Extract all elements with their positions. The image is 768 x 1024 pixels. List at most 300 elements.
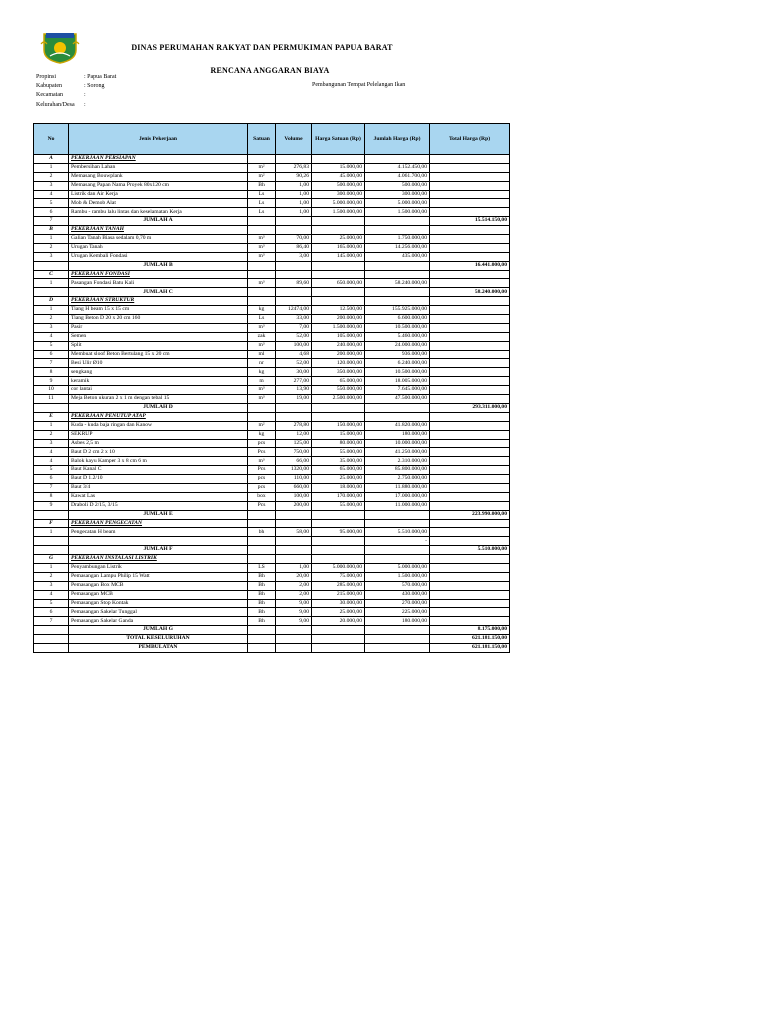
subtotal-value: 58.240.000,00 [430, 288, 510, 297]
item-name: keramik [69, 377, 248, 386]
col-jumlah-harga: Jumlah Harga (Rp) [365, 124, 430, 155]
table-row [34, 341, 510, 350]
item-unit-price: 95.000,00 [312, 528, 365, 537]
item-no: 8 [34, 492, 69, 501]
item-no: 2 [34, 572, 69, 581]
item-name: Pasangan Fondasi Batu Kali [69, 279, 248, 288]
subtotal-row [34, 288, 510, 297]
item-no: 6 [34, 208, 69, 217]
item-amount: 5.460.000,00 [365, 332, 430, 341]
item-amount: 7.645.000,00 [365, 386, 430, 395]
subtotal-row [34, 510, 510, 519]
item-name: Memasang Papan Nama Proyek 80x120 cm [69, 181, 248, 190]
empty-cell [430, 359, 510, 368]
empty-cell [430, 457, 510, 466]
item-unit: ml [248, 350, 276, 359]
item-unit: m³ [248, 235, 276, 244]
empty-cell [248, 217, 276, 226]
item-no: 11 [34, 395, 69, 404]
item-name: Galian Tanah Biasa sedalam 0,70 m [69, 235, 248, 244]
info-row [36, 101, 116, 110]
item-unit-price: 75.000,00 [312, 572, 365, 581]
table-row [34, 252, 510, 261]
item-amount: 180.000,00 [365, 617, 430, 626]
item-unit: m³ [248, 386, 276, 395]
table-row [34, 430, 510, 439]
item-no: 7 [34, 617, 69, 626]
empty-cell [276, 412, 312, 421]
empty-cell [312, 270, 365, 279]
table-row [34, 599, 510, 608]
subtotal-row [34, 217, 510, 226]
table-row [34, 528, 510, 537]
item-amount: 6.600.000,00 [365, 315, 430, 324]
item-name: Kuda - kuda baja ringan dan Kanow [69, 421, 248, 430]
info-value: : Papua Barat [84, 74, 117, 80]
empty-cell [430, 492, 510, 501]
empty-cell [430, 199, 510, 208]
item-name: Urugan Tanah [69, 243, 248, 252]
item-no: 3 [34, 439, 69, 448]
section-name: PEKERJAAN PENGECATAN [69, 519, 248, 528]
item-name: Penyambungan Listrik [69, 563, 248, 572]
item-amount: 24.000.000,00 [365, 341, 430, 350]
item-name: Balok kayu Kamper 3 x 8 cm 6 m [69, 457, 248, 466]
item-unit-price: 1.500.000,00 [312, 323, 365, 332]
item-unit: m [248, 377, 276, 386]
subtotal-label: JUMLAH F [69, 546, 248, 555]
empty-cell [430, 341, 510, 350]
item-name: Semen [69, 332, 248, 341]
empty-cell [312, 626, 365, 635]
item-no: 5 [34, 599, 69, 608]
item-amount: 430.000,00 [365, 590, 430, 599]
info-row [36, 73, 116, 82]
item-volume: 12,00 [276, 430, 312, 439]
empty-cell [312, 635, 365, 644]
item-amount: 5.000.000,00 [365, 199, 430, 208]
item-volume: 89,60 [276, 279, 312, 288]
empty-cell [276, 643, 312, 652]
empty-cell [430, 315, 510, 324]
section-code: D [34, 297, 69, 306]
item-amount: 5.000.000,00 [365, 563, 430, 572]
empty-cell [276, 403, 312, 412]
empty-cell [430, 386, 510, 395]
item-amount: 1.500.000,00 [365, 572, 430, 581]
item-no: 1 [34, 563, 69, 572]
item-name: Pemasangan Box MCB [69, 581, 248, 590]
item-no: 5 [34, 199, 69, 208]
table-row [34, 590, 510, 599]
section-code: B [34, 226, 69, 235]
item-unit: Ls [248, 199, 276, 208]
item-unit: pcs [248, 475, 276, 484]
item-volume: 750,00 [276, 448, 312, 457]
agency-title: DINAS PERUMAHAN RAKYAT DAN PERMUKIMAN PAPUA BARAT [131, 43, 393, 52]
section-row [34, 155, 510, 164]
item-unit: m² [248, 172, 276, 181]
item-amount: 180.000,00 [365, 430, 430, 439]
empty-cell [430, 537, 510, 546]
item-unit-price: 20.000,00 [312, 617, 365, 626]
item-name: Rambu - rambu lalu lintas dan keselamatan Kerja [69, 208, 248, 217]
empty-cell [276, 635, 312, 644]
item-unit: Pcs [248, 448, 276, 457]
item-unit: kg [248, 306, 276, 315]
item-volume: 58,00 [276, 528, 312, 537]
empty-cell [430, 590, 510, 599]
item-name: Besi Ulir Ø10 [69, 359, 248, 368]
empty-cell [248, 510, 276, 519]
empty-cell [430, 599, 510, 608]
section-name: PEKERJAAN INSTALASI LISTRIK [69, 555, 248, 564]
empty-cell [430, 235, 510, 244]
item-amount: 18.005.000,00 [365, 377, 430, 386]
empty-cell [276, 519, 312, 528]
item-volume: 66,00 [276, 457, 312, 466]
item-name: Asbes 2,5 m [69, 439, 248, 448]
item-unit: zak [248, 332, 276, 341]
item-volume: 1320,00 [276, 466, 312, 475]
item-unit: Ls [248, 315, 276, 324]
col-satuan: Satuan [248, 124, 276, 155]
item-unit-price: 5.000.000,00 [312, 199, 365, 208]
item-amount: 11.000.000,00 [365, 501, 430, 510]
item-amount: 435.000,00 [365, 252, 430, 261]
item-no: 7 [34, 483, 69, 492]
item-volume: 1,00 [276, 199, 312, 208]
item-volume: 4,68 [276, 350, 312, 359]
item-unit-price: 120.000,00 [312, 359, 365, 368]
table-row [34, 315, 510, 324]
empty-cell [430, 163, 510, 172]
item-unit: nr [248, 359, 276, 368]
item-no: 2 [34, 315, 69, 324]
subtotal-no: 7 [34, 217, 69, 226]
empty-cell [430, 226, 510, 235]
item-no: 4 [34, 590, 69, 599]
item-unit-price: 18.000,00 [312, 483, 365, 492]
subtotal-row [34, 546, 510, 555]
papua-barat-logo [38, 30, 82, 64]
item-unit: pcs [248, 483, 276, 492]
item-name: Pasir [69, 323, 248, 332]
item-volume: 9,00 [276, 617, 312, 626]
item-no: 4 [34, 448, 69, 457]
section-code: G [34, 555, 69, 564]
empty-cell [430, 430, 510, 439]
item-unit-price: 45.000,00 [312, 172, 365, 181]
empty-cell [276, 261, 312, 270]
item-name: Membuat sloof Beton Bertulang 15 x 20 cm [69, 350, 248, 359]
table-row [34, 172, 510, 181]
subtotal-value: 8.175.000,00 [430, 626, 510, 635]
item-volume: 52,00 [276, 332, 312, 341]
item-no: 4 [34, 457, 69, 466]
item-volume: 100,00 [276, 341, 312, 350]
item-unit: m² [248, 421, 276, 430]
empty-cell [365, 217, 430, 226]
item-volume: 86,40 [276, 243, 312, 252]
item-unit [248, 537, 276, 546]
item-unit-price: 200.000,00 [312, 350, 365, 359]
item-volume [276, 537, 312, 546]
subtotal-label: JUMLAH G [69, 626, 248, 635]
item-name: Pemasangan Lampu Philip 15 Watt [69, 572, 248, 581]
item-volume: 278,80 [276, 421, 312, 430]
empty-cell [34, 643, 69, 652]
table-row [34, 483, 510, 492]
item-unit-price: 200.000,00 [312, 315, 365, 324]
empty-cell [430, 306, 510, 315]
item-unit: Bh [248, 590, 276, 599]
empty-cell [430, 519, 510, 528]
item-unit: Bh [248, 608, 276, 617]
item-unit: Pcs [248, 466, 276, 475]
empty-cell [248, 412, 276, 421]
empty-cell [312, 403, 365, 412]
item-unit-price: 650.000,00 [312, 279, 365, 288]
empty-cell [248, 643, 276, 652]
item-volume: 13,90 [276, 386, 312, 395]
empty-cell [312, 412, 365, 421]
empty-cell [430, 323, 510, 332]
subtotal-row [34, 261, 510, 270]
item-no: 5 [34, 466, 69, 475]
item-name: Baut D 1.2/10 [69, 475, 248, 484]
empty-cell [430, 448, 510, 457]
info-value: : [84, 101, 86, 108]
item-no: 9 [34, 501, 69, 510]
item-amount: 155.925.000,00 [365, 306, 430, 315]
rounding-row [34, 643, 510, 652]
item-volume: 200,00 [276, 501, 312, 510]
item-unit-price: 1.500.000,00 [312, 208, 365, 217]
item-name: Pemasangan MCB [69, 590, 248, 599]
item-name: Pembersihan Lahan [69, 163, 248, 172]
item-name: Baut Kanal C [69, 466, 248, 475]
subtotal-row [34, 626, 510, 635]
subtotal-label: JUMLAH C [69, 288, 248, 297]
item-unit: m³ [248, 457, 276, 466]
empty-cell [430, 190, 510, 199]
empty-cell [276, 626, 312, 635]
empty-cell [430, 528, 510, 537]
info-row [36, 82, 116, 91]
empty-cell [430, 208, 510, 217]
item-no: 1 [34, 163, 69, 172]
item-name: Pemasangan Stop Kontak [69, 599, 248, 608]
table-row [34, 608, 510, 617]
item-unit: Ls [248, 208, 276, 217]
item-amount: 10.500.000,00 [365, 323, 430, 332]
item-amount: 58.240.000,00 [365, 279, 430, 288]
item-volume: 12474,00 [276, 306, 312, 315]
item-unit: Pcs [248, 501, 276, 510]
empty-cell [248, 288, 276, 297]
item-name [69, 537, 248, 546]
item-unit: kg [248, 430, 276, 439]
item-unit-price: 500.000,00 [312, 181, 365, 190]
empty-cell [248, 261, 276, 270]
col-jenis-pekerjaan: Jenis Pekerjaan [69, 124, 248, 155]
section-row [34, 270, 510, 279]
item-amount: 85.800.000,00 [365, 466, 430, 475]
item-amount: 10.500.000,00 [365, 368, 430, 377]
table-row [34, 163, 510, 172]
empty-cell [430, 572, 510, 581]
empty-cell [276, 217, 312, 226]
item-name: Baut 3/4 [69, 483, 248, 492]
table-row [34, 368, 510, 377]
location-info [36, 73, 116, 110]
item-unit: box [248, 492, 276, 501]
table-row [34, 323, 510, 332]
item-name: SEKRUP [69, 430, 248, 439]
empty-cell [248, 155, 276, 164]
empty-cell [248, 626, 276, 635]
item-unit-price: 55.000,00 [312, 501, 365, 510]
item-volume: 2,00 [276, 581, 312, 590]
item-name: Kawat Las [69, 492, 248, 501]
empty-cell [430, 368, 510, 377]
empty-cell [430, 181, 510, 190]
empty-cell [365, 270, 430, 279]
section-name: PEKERJAAN TANAH [69, 226, 248, 235]
item-unit-price: 105.000,00 [312, 332, 365, 341]
empty-cell [365, 643, 430, 652]
budget-table [33, 123, 510, 653]
item-amount: 10.000.000,00 [365, 439, 430, 448]
item-name: Urugan Kembali Fondasi [69, 252, 248, 261]
info-value: : [84, 92, 86, 99]
item-unit: Bh [248, 181, 276, 190]
col-no: No [34, 124, 69, 155]
empty-cell [365, 403, 430, 412]
item-amount: 14.256.000,00 [365, 243, 430, 252]
table-row [34, 448, 510, 457]
empty-cell [365, 297, 430, 306]
col-harga-satuan: Harga Satuan (Rp) [312, 124, 365, 155]
empty-cell [430, 252, 510, 261]
table-row [34, 208, 510, 217]
item-amount: 300.000,00 [365, 190, 430, 199]
item-no: 3 [34, 323, 69, 332]
item-volume: 30,00 [276, 368, 312, 377]
item-unit: bh [248, 528, 276, 537]
item-amount: 1.500.000,00 [365, 208, 430, 217]
item-no: 8 [34, 368, 69, 377]
item-unit-price: 12.500,00 [312, 306, 365, 315]
item-unit-price: 30.000,00 [312, 599, 365, 608]
item-name: sengkang [69, 368, 248, 377]
empty-cell [312, 519, 365, 528]
empty-cell [34, 635, 69, 644]
item-unit: Ls [248, 190, 276, 199]
table-row [34, 377, 510, 386]
empty-cell [312, 546, 365, 555]
item-amount: 225.000,00 [365, 608, 430, 617]
empty-cell [430, 243, 510, 252]
item-unit-price: 550.000,00 [312, 386, 365, 395]
item-unit: m³ [248, 279, 276, 288]
item-no: 7 [34, 359, 69, 368]
empty-cell [430, 350, 510, 359]
table-row [34, 537, 510, 546]
item-name: Pemasangan Sakelar Tunggal [69, 608, 248, 617]
empty-cell [430, 377, 510, 386]
subtotal-label: JUMLAH A [69, 217, 248, 226]
item-no: 6 [34, 608, 69, 617]
item-unit: m³ [248, 323, 276, 332]
item-unit-price: 55.000,00 [312, 448, 365, 457]
item-volume: 1,00 [276, 190, 312, 199]
table-row [34, 572, 510, 581]
item-volume: 1,00 [276, 563, 312, 572]
item-volume: 100,00 [276, 492, 312, 501]
empty-cell [248, 297, 276, 306]
item-unit-price [312, 537, 365, 546]
item-unit-price: 350.000,00 [312, 368, 365, 377]
section-row [34, 297, 510, 306]
table-row [34, 421, 510, 430]
item-amount: 5.510.000,00 [365, 528, 430, 537]
item-unit-price: 65.000,00 [312, 377, 365, 386]
item-name: Mob & Demob Alat [69, 199, 248, 208]
empty-cell [365, 519, 430, 528]
item-volume: 3,00 [276, 252, 312, 261]
subtotal-value: 293.311.000,00 [430, 403, 510, 412]
item-unit-price: 65.000,00 [312, 466, 365, 475]
subtotal-label: JUMLAH E [69, 510, 248, 519]
empty-cell [276, 297, 312, 306]
item-amount: 11.880.000,00 [365, 483, 430, 492]
table-row [34, 439, 510, 448]
empty-cell [365, 226, 430, 235]
item-amount: 41.250.000,00 [365, 448, 430, 457]
empty-cell [248, 403, 276, 412]
item-amount: 4.152.450,00 [365, 163, 430, 172]
empty-cell [430, 555, 510, 564]
item-unit: m³ [248, 243, 276, 252]
subtotal-value: 16.441.000,00 [430, 261, 510, 270]
section-name: PEKERJAAN STRUKTUR [69, 297, 248, 306]
item-unit-price: 2.500.000,00 [312, 395, 365, 404]
item-amount: 936.000,00 [365, 350, 430, 359]
item-no: 3 [34, 252, 69, 261]
table-row [34, 501, 510, 510]
item-volume: 52,00 [276, 359, 312, 368]
item-volume: 110,00 [276, 475, 312, 484]
item-name: cor lantai [69, 386, 248, 395]
empty-cell [430, 421, 510, 430]
item-unit-price: 170.000,00 [312, 492, 365, 501]
empty-cell [365, 261, 430, 270]
empty-cell [312, 226, 365, 235]
item-volume: 7,00 [276, 323, 312, 332]
item-unit: Bh [248, 581, 276, 590]
table-row [34, 243, 510, 252]
empty-cell [365, 412, 430, 421]
empty-cell [248, 270, 276, 279]
empty-cell [276, 155, 312, 164]
item-volume: 125,00 [276, 439, 312, 448]
empty-cell [312, 155, 365, 164]
subtotal-no [34, 261, 69, 270]
subtotal-value: 5.510.000,00 [430, 546, 510, 555]
empty-cell [312, 555, 365, 564]
